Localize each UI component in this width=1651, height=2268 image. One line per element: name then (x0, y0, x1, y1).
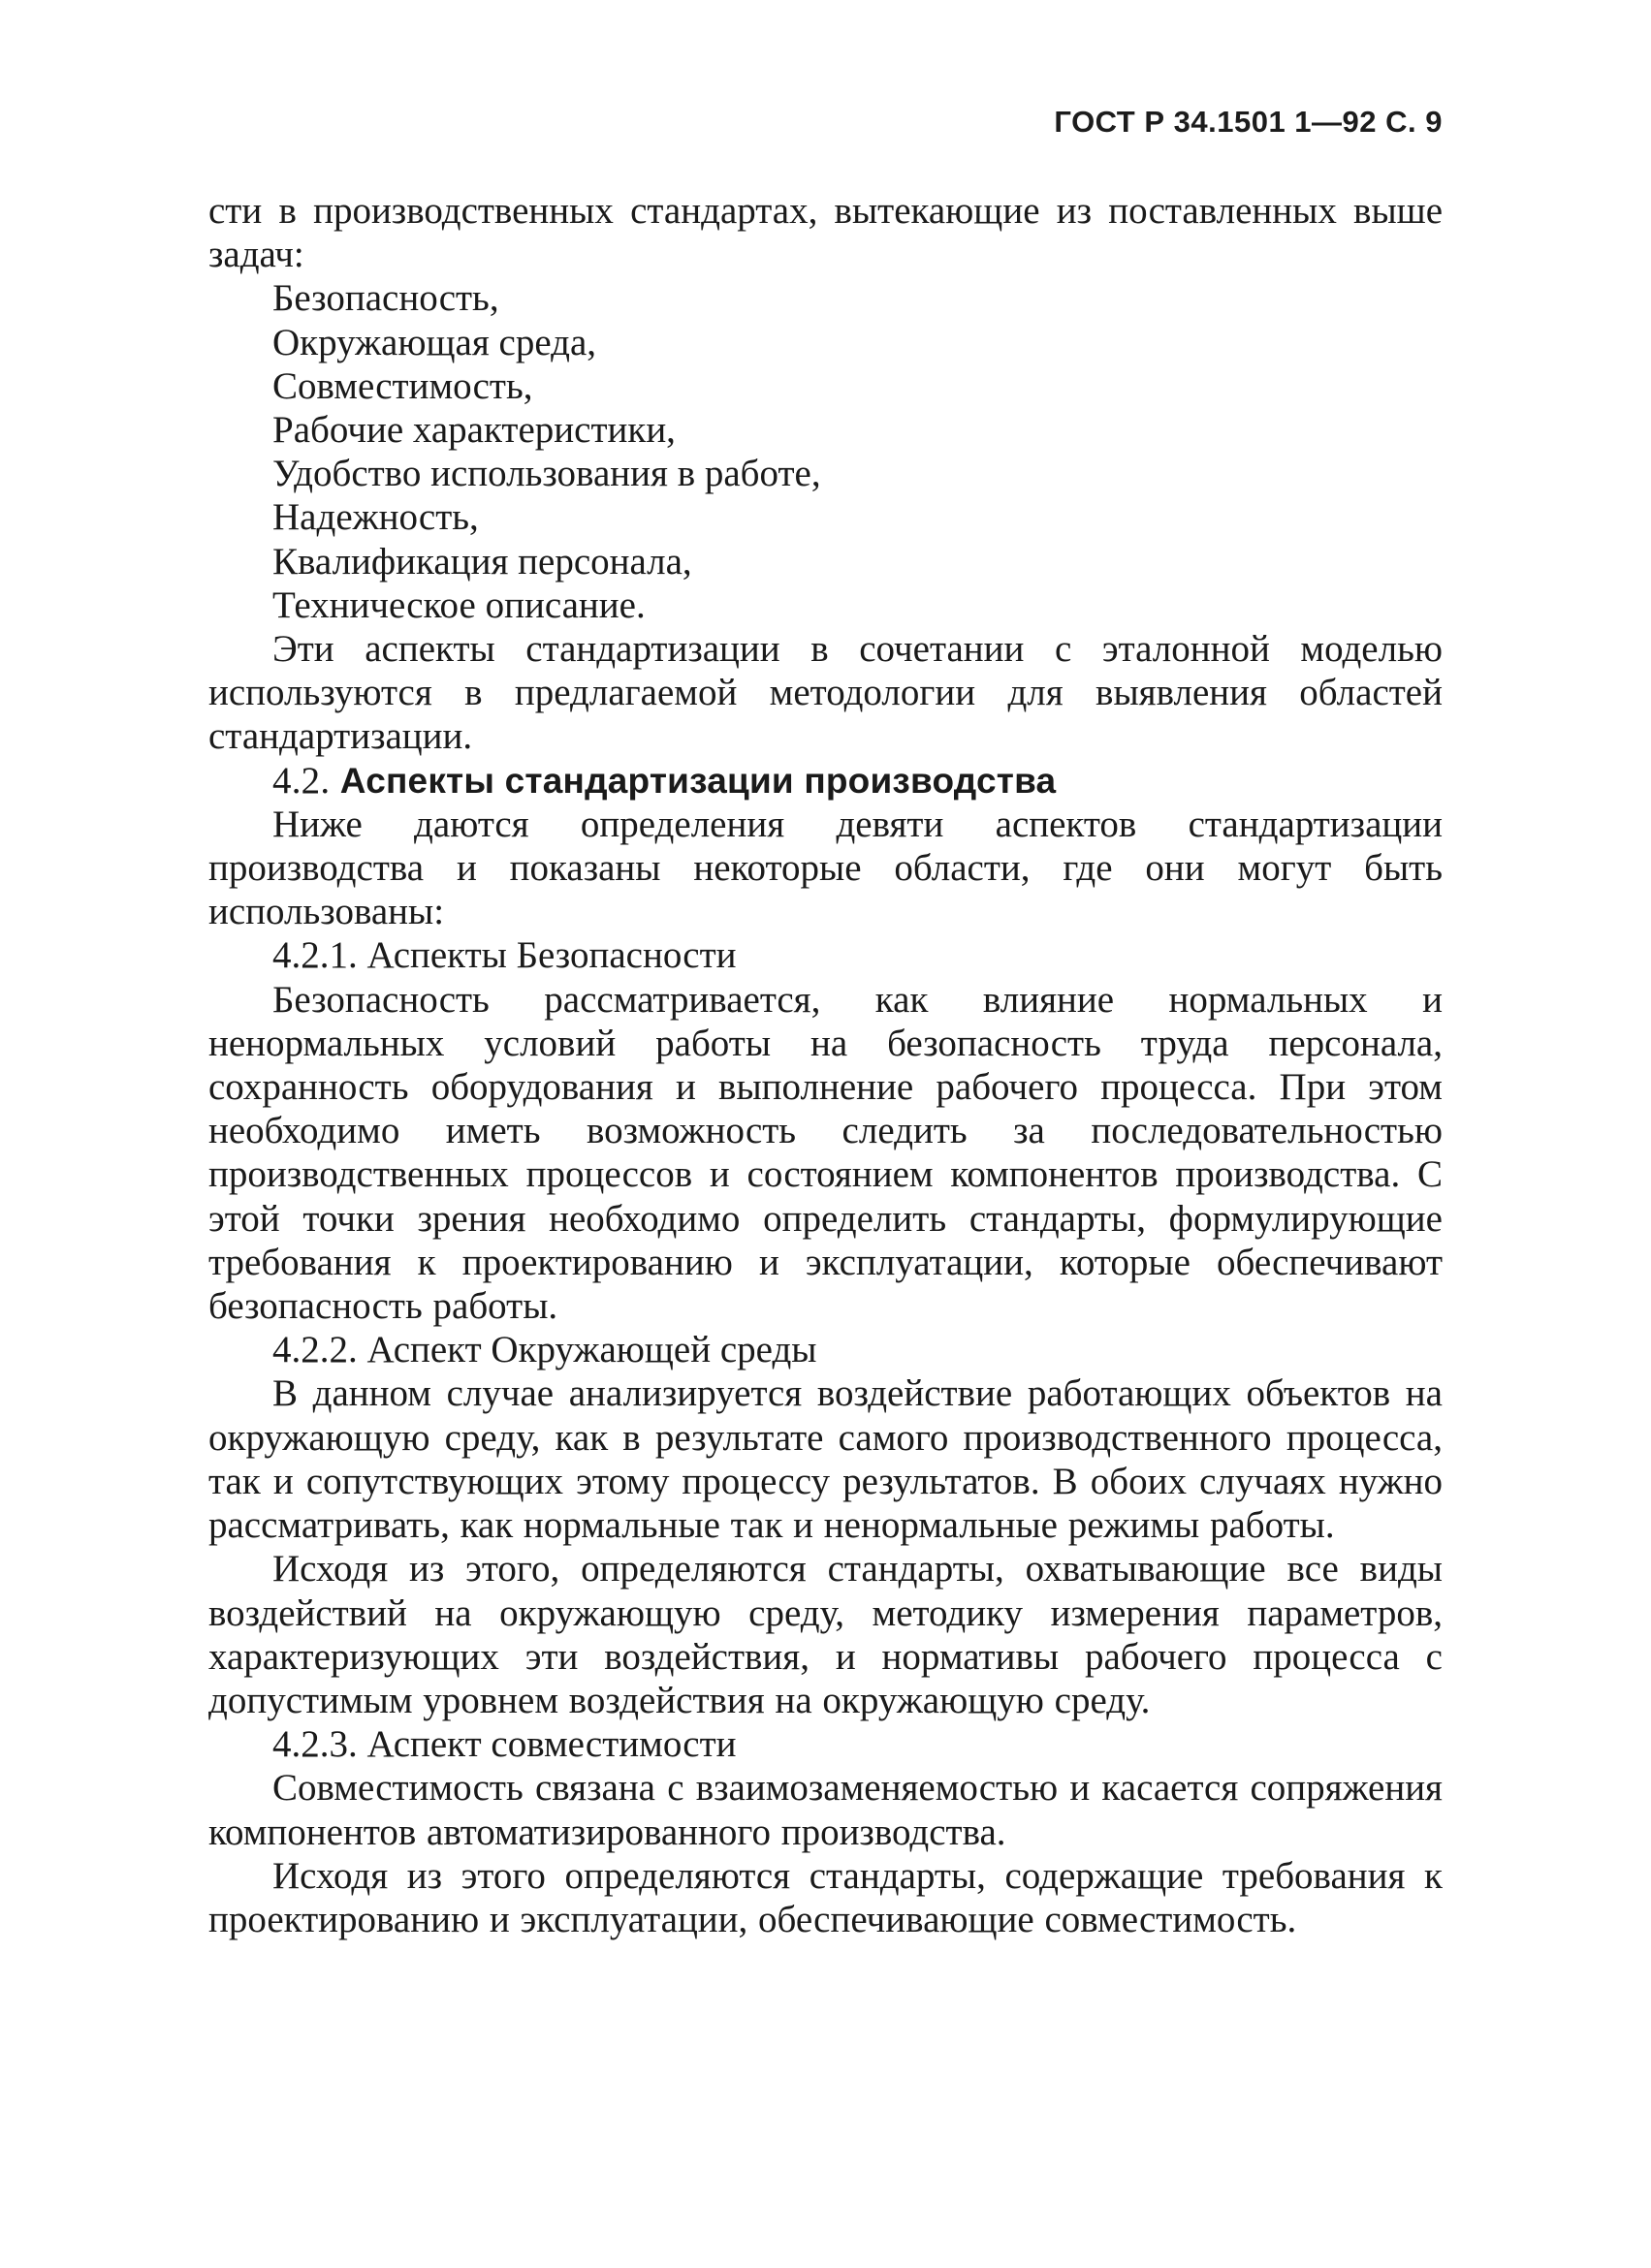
body-text (208, 189, 1443, 1941)
paragraph-4-2-3-a: Совместимость связана с взаимозаменяемостью и касается сопряжения компонентов автоматизированного производства. (208, 1767, 1443, 1853)
list-item: Окружающая среда, (272, 321, 597, 363)
section-title: Аспекты стандартизации производства (339, 760, 1057, 801)
section-heading-4-2-1: 4.2.1. Аспекты Безопасности (272, 934, 737, 977)
list-item: Рабочие характеристики, (272, 409, 676, 452)
list-item: Безопасность, (272, 277, 499, 320)
paragraph-4-2-3-b: Исходя из этого определяются стандарты, содержащие требования к проектированию и эксплуатации, обеспечивающие совместимость. (208, 1854, 1443, 1940)
list-item: Надежность, (272, 496, 479, 539)
intro-paragraph: сти в производственных стандартах, вытекающие из поставленных выше задач: (208, 190, 1443, 276)
section-number: 4.2. (272, 759, 331, 802)
list-item: Техническое описание. (272, 583, 646, 626)
aspects-list (208, 276, 1443, 627)
section-heading-4-2-2: 4.2.2. Аспект Окружающей среды (272, 1329, 817, 1371)
document-page (208, 97, 1443, 2229)
list-item: Совместимость, (272, 364, 533, 407)
list-item: Удобство использования в работе, (272, 453, 821, 495)
paragraph-4-2-2-a: В данном случае анализируется воздействие работающих объектов на окружающую среду, как в результате самого производственного процесса, так и сопутствующих этому процессу результатов. В обоих случаях нужно рассматривать, как нормальные так и ненормальные режимы работы. (208, 1372, 1443, 1547)
paragraph-4-2-1: Безопасность рассматривается, как влияние нормальных и ненормальных условий работы на безопасность труда персонала, сохранность оборудования и выполнение рабочего процесса. При этом необходимо иметь возможность следить за последовательностью производственных процессов и состоянием компонентов производства. С этой точки зрения необходимо определить стандарты, формулирующие требования к проектированию и эксплуатации, которые обеспечивают безопасность работы. (208, 978, 1443, 1328)
paragraph-4-2-2-b: Исходя из этого, определяются стандарты, охватывающие все виды воздействий на окружающую среду, методику измерения параметров, характеризующих эти воздействия, и нормативы рабочего процесса с допустимым уровнем воздействия на окружающую среду. (208, 1548, 1443, 1721)
list-item: Квалификация персонала, (272, 540, 692, 583)
paragraph-aspects-usage: Эти аспекты стандартизации в сочетании с эталонной моделью используются в предлагаемой методологии для выявления областей стандартизации. (208, 628, 1443, 758)
section-heading-4-2-3: 4.2.3. Аспект совместимости (272, 1723, 737, 1766)
running-header: ГОСТ Р 34.1501 1—92 С. 9 (1054, 105, 1443, 139)
paragraph-4-2: Ниже даются определения девяти аспектов стандартизации производства и показаны некоторые области, где они могут быть использованы: (208, 803, 1443, 933)
section-heading-4-2 (208, 759, 1443, 803)
